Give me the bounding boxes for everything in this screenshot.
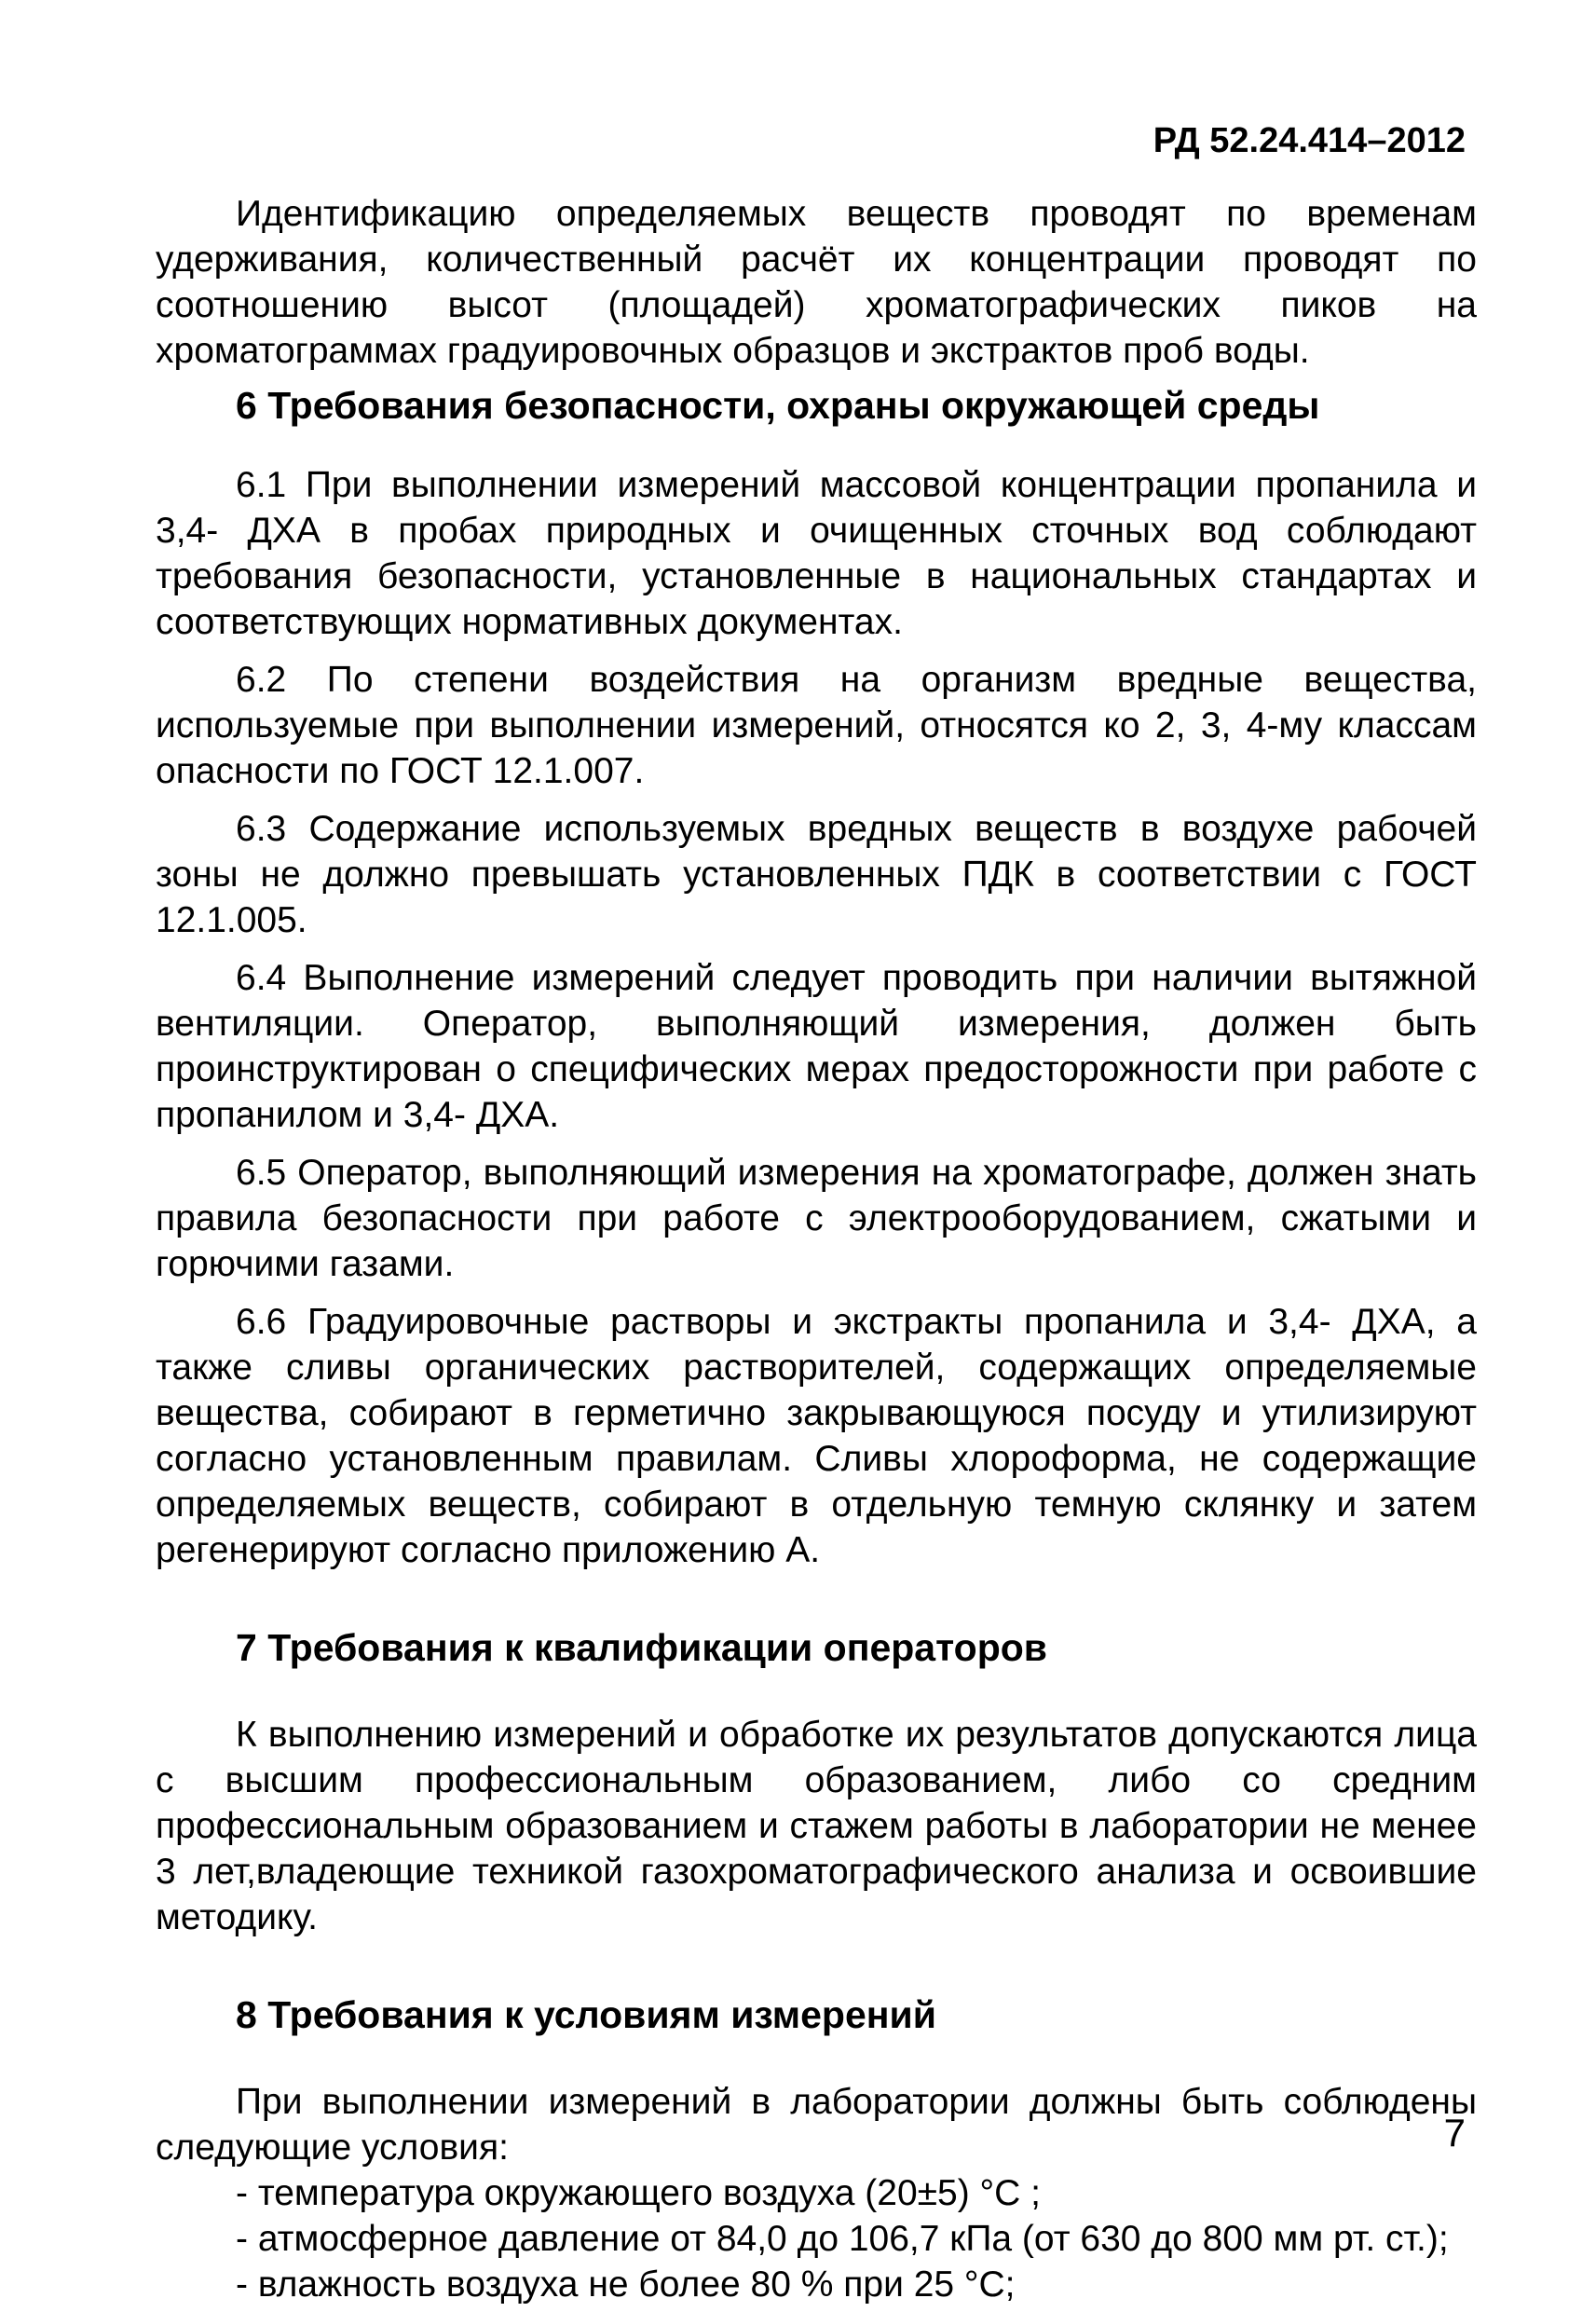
- paragraph-6-1: 6.1 При выполнении измерений массовой концентрации пропанила и 3,4- ДХА в пробах природных и очищенных сточных вод соблюдают требования безопасности, установленные в национальных стандартах и соответствующих нормативных документах.: [156, 465, 1477, 642]
- page-number: 7: [1443, 2111, 1466, 2155]
- page-content: [156, 191, 1477, 2307]
- intro-paragraph: Идентификацию определяемых веществ проводят по временам удерживания, количественный расчёт их концентрации проводят по соотношению высот (площадей) хроматографических пиков на хроматограммах градуировочных образцов и экстрактов проб воды.: [156, 194, 1477, 371]
- condition-temperature: - температура окружающего воздуха (20±5) °С ;: [236, 2173, 1041, 2213]
- paragraph-6-3: 6.3 Содержание используемых вредных веществ в воздухе рабочей зоны не должно превышать установленных ПДК в соответствии с ГОСТ 12.1.005.: [156, 809, 1477, 940]
- paragraph-6-6: 6.6 Градуировочные растворы и экстракты пропанила и 3,4- ДХА, а также сливы органических растворителей, содержащих определяемые вещества, собирают в герметично закрывающуюся посуду и утилизируют согласно установленным правилам. Сливы хлороформа, не содержащие определяемых веществ, собирают в отдельную темную склянку и затем регенерируют согласно приложению А.: [156, 1302, 1477, 1570]
- section-6-title: 6 Требования безопасности, охраны окружающей среды: [236, 384, 1320, 427]
- paragraph-8: При выполнении измерений в лаборатории должны быть соблюдены следующие условия:: [156, 2082, 1477, 2168]
- paragraph-7: К выполнению измерений и обработке их результатов допускаются лица с высшим профессиональным образованием, либо со средним профессиональным образованием и стажем работы в лаборатории не менее 3 лет,владеющие техникой газохроматографического анализа и освоившие методику.: [156, 1715, 1477, 1937]
- paragraph-6-2: 6.2 По степени воздействия на организм вредные вещества, используемые при выполнении измерений, относятся ко 2, 3, 4-му классам опасности по ГОСТ 12.1.007.: [156, 660, 1477, 791]
- paragraph-6-4: 6.4 Выполнение измерений следует проводить при наличии вытяжной вентиляции. Оператор, выполняющий измерения, должен быть проинструктирован о специфических мерах предосторожности при работе с пропанилом и 3,4- ДХА.: [156, 958, 1477, 1135]
- condition-pressure: - атмосферное давление от 84,0 до 106,7 кПа (от 630 до 800 мм рт. ст.);: [236, 2219, 1449, 2259]
- condition-humidity: - влажность воздуха не более 80 % при 25 °С;: [236, 2264, 1016, 2305]
- section-8-title: 8 Требования к условиям измерений: [236, 1993, 936, 2036]
- document-code: РД 52.24.414–2012: [1153, 121, 1466, 160]
- paragraph-6-5: 6.5 Оператор, выполняющий измерения на хроматографе, должен знать правила безопасности при работе с электрооборудованием, сжатыми и горючими газами.: [156, 1153, 1477, 1284]
- section-7-title: 7 Требования к квалификации операторов: [236, 1626, 1047, 1669]
